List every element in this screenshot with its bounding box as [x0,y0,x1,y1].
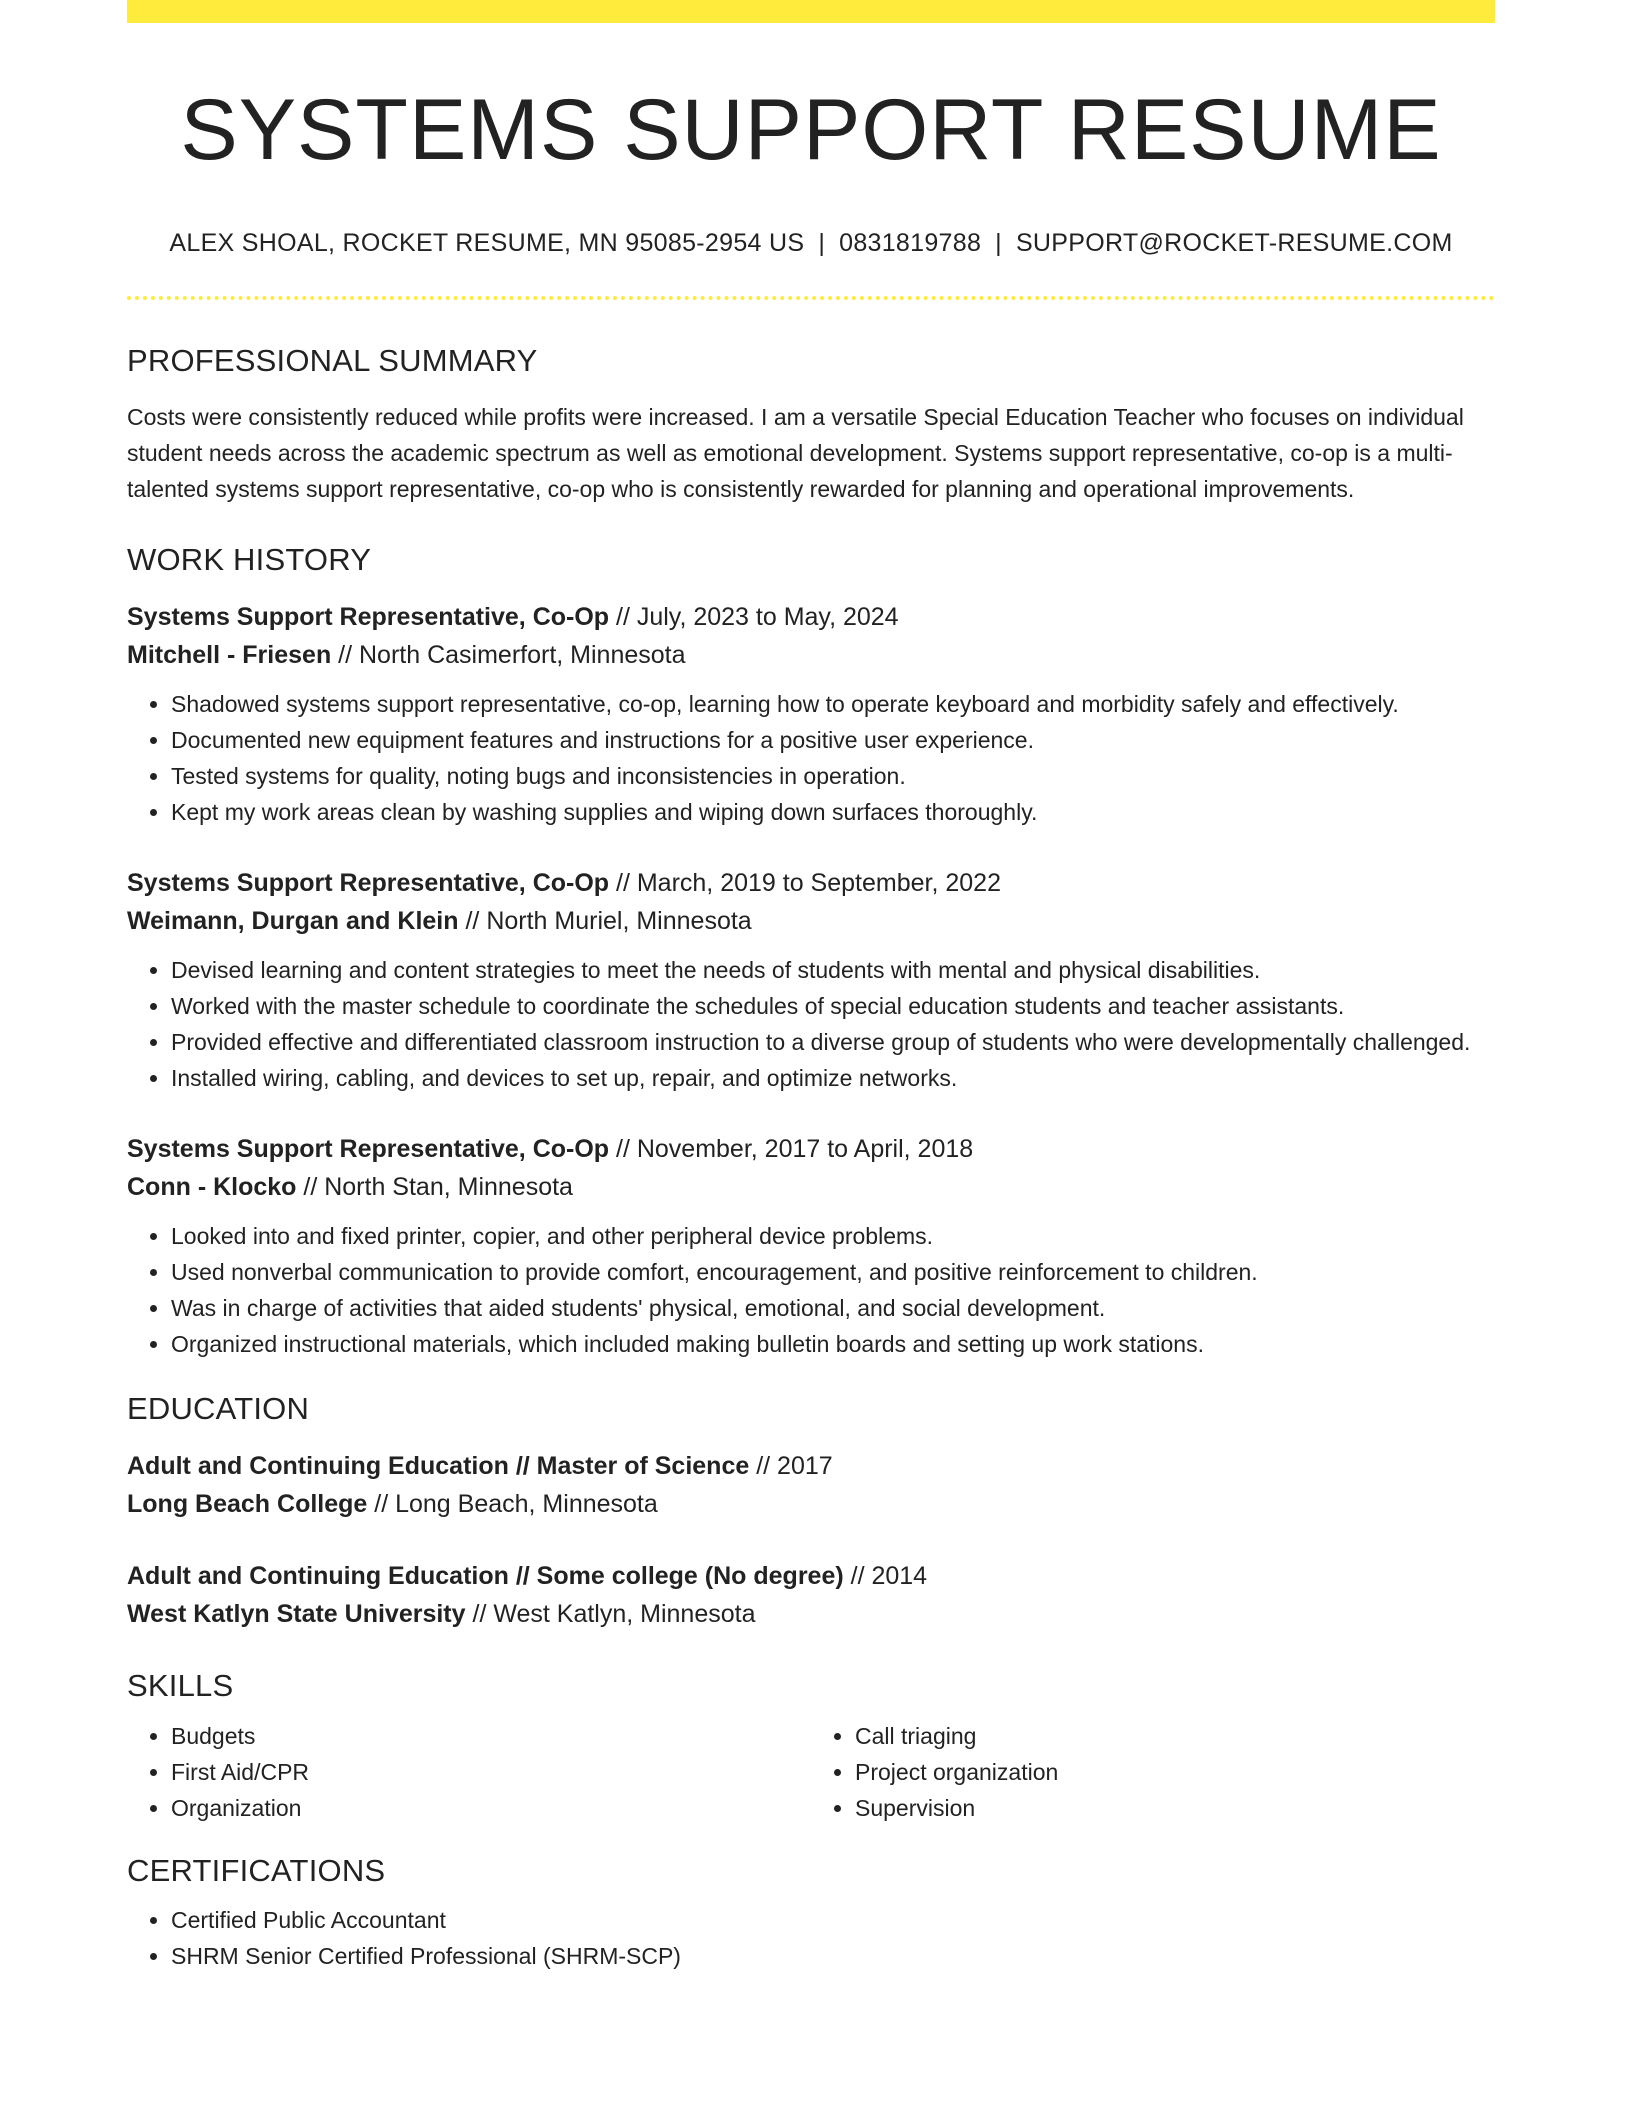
job-location: // North Casimerfort, Minnesota [331,640,686,669]
education-school: West Katlyn State University [127,1600,466,1629]
job-bullets [127,1218,1495,1362]
contact-email: SUPPORT@ROCKET-RESUME.COM [1015,228,1453,257]
education-entry [127,1447,1495,1523]
job-company-line [127,1168,1495,1206]
dotted-divider [127,296,1495,300]
contact-separator: | [818,228,826,257]
list-item: • Installed wiring, cabling, and devices to set up, repair, and optimize networks. [171,1060,1495,1096]
job-company-line [127,636,1495,674]
education-degree-line [127,1557,1495,1595]
contact-separator: | [995,228,1002,257]
education-school-line [127,1485,1495,1523]
job-location: // North Stan, Minnesota [296,1172,573,1201]
education-degree-line [127,1447,1495,1485]
skill-item: • Call triaging [855,1718,1495,1754]
job-title-line [127,1130,1495,1168]
skill-item: • Budgets [171,1718,811,1754]
resume-title: SYSTEMS SUPPORT RESUME [180,82,1442,178]
skills-right-column [811,1718,1495,1826]
list-item: • Was in charge of activities that aided students' physical, emotional, and social development. [171,1290,1495,1326]
education-school-line [127,1595,1495,1633]
education-school: Long Beach College [127,1490,368,1519]
certification-item: • Certified Public Accountant [171,1902,1495,1938]
job-title: Systems Support Representative, Co-Op [127,1134,610,1163]
skill-item: • Project organization [855,1754,1495,1790]
education-degree: Adult and Continuing Education // Master of Science [127,1452,750,1481]
skills-heading: SKILLS [127,1668,234,1704]
certifications-list [127,1902,1495,1974]
education-entry [127,1557,1495,1633]
skills-left-column [127,1718,811,1826]
education-year: // 2017 [749,1452,833,1481]
skill-item: • Supervision [855,1790,1495,1826]
certification-item: • SHRM Senior Certified Professional (SHRM-SCP) [171,1938,1495,1974]
skill-item: • Organization [171,1790,811,1826]
list-item: • Shadowed systems support representative, co-op, learning how to operate keyboard and morbidity safely and effectively. [171,686,1495,722]
job-dates: // July, 2023 to May, 2024 [609,602,899,631]
summary-heading: PROFESSIONAL SUMMARY [127,342,538,378]
job-dates: // March, 2019 to September, 2022 [609,868,1001,897]
job-location: // North Muriel, Minnesota [458,906,752,935]
skills-columns [127,1718,1495,1826]
job-entry [127,864,1495,1096]
list-item: • Documented new equipment features and instructions for a positive user experience. [171,722,1495,758]
certifications-heading: CERTIFICATIONS [127,1853,386,1889]
job-dates: // November, 2017 to April, 2018 [609,1134,974,1163]
list-item: • Devised learning and content strategies to meet the needs of students with mental and physical disabilities. [171,952,1495,988]
job-title-line [127,598,1495,636]
job-entry [127,1130,1495,1362]
accent-top-bar [127,0,1495,23]
job-bullets [127,686,1495,830]
job-title: Systems Support Representative, Co-Op [127,868,610,897]
list-item: • Organized instructional materials, which included making bulletin boards and setting up work stations. [171,1326,1495,1362]
list-item: • Kept my work areas clean by washing supplies and wiping down surfaces thoroughly. [171,794,1495,830]
contact-phone: 0831819788 [839,228,982,257]
education-year: // 2014 [843,1562,928,1591]
job-bullets [127,952,1495,1096]
summary-text: Costs were consistently reduced while profits were increased. I am a versatile Special Education Teacher who focuses on individual student needs across the academic spectrum as well as emotional development. Systems support representative, co-op is a multi-talented systems support representative, co-op who is consistently rewarded for planning and operational improvements. [127,403,1464,502]
list-item: • Worked with the master schedule to coordinate the schedules of special education students and teacher assistants. [171,988,1495,1024]
job-company: Conn - Klocko [127,1172,297,1201]
contact-line [127,228,1495,258]
skill-item: • First Aid/CPR [171,1754,811,1790]
education-location: // West Katlyn, Minnesota [465,1600,756,1629]
job-company: Mitchell - Friesen [127,640,332,669]
job-company: Weimann, Durgan and Klein [127,906,459,935]
resume-page [127,0,1495,1974]
work-history-heading: WORK HISTORY [127,541,372,577]
job-company-line [127,902,1495,940]
job-entry [127,598,1495,830]
job-title-line [127,864,1495,902]
education-heading: EDUCATION [127,1390,310,1426]
list-item: • Looked into and fixed printer, copier, and other peripheral device problems. [171,1218,1495,1254]
education-degree: Adult and Continuing Education // Some college (No degree) [127,1562,844,1591]
list-item: • Provided effective and differentiated classroom instruction to a diverse group of students who were developmentally challenged. [171,1024,1495,1060]
job-title: Systems Support Representative, Co-Op [127,602,610,631]
contact-address: ALEX SHOAL, ROCKET RESUME, MN 95085-2954 US [169,228,805,257]
education-location: // Long Beach, Minnesota [367,1490,658,1519]
list-item: • Tested systems for quality, noting bugs and inconsistencies in operation. [171,758,1495,794]
list-item: • Used nonverbal communication to provide comfort, encouragement, and positive reinforcement to children. [171,1254,1495,1290]
